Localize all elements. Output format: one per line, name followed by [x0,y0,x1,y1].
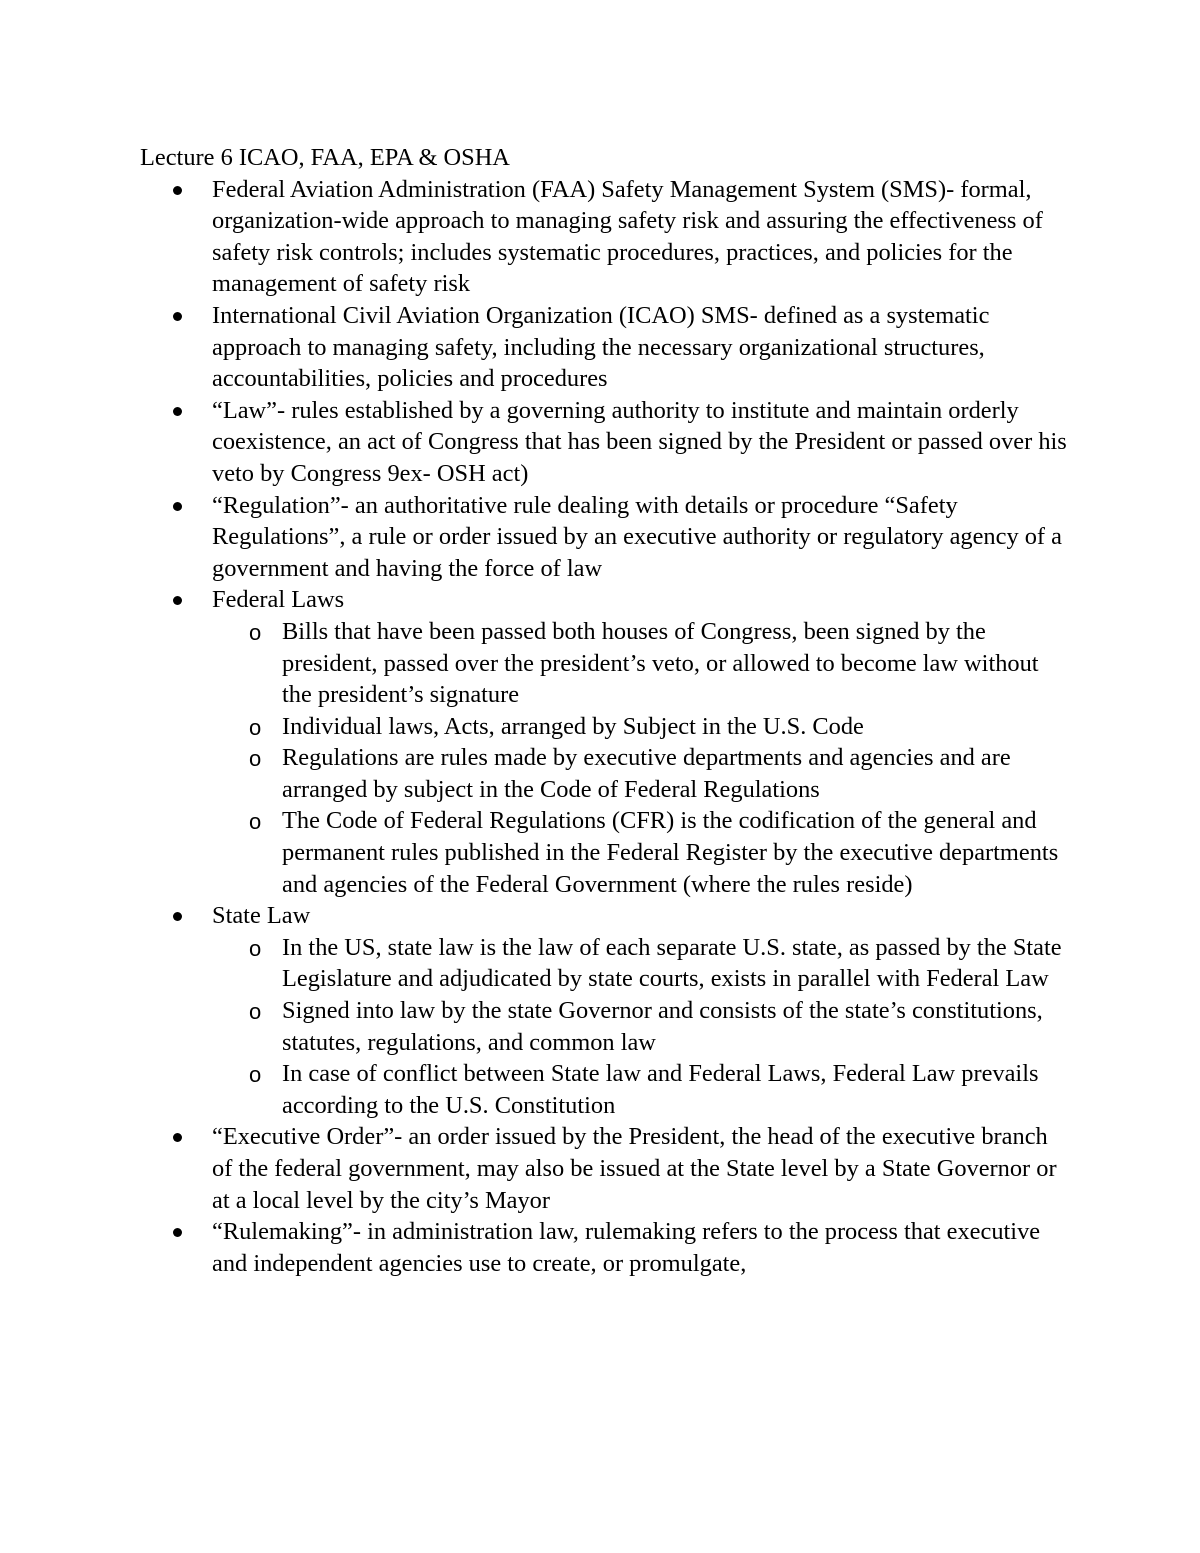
bullet-icon [173,407,182,416]
sub-list [212,932,1070,1122]
list-item-text: “Executive Order”- an order issued by the President, the head of the executive branch of the federal government, may also be issued at the State level by a State Governor or at a local level by the city’s Mayor [212,1123,1057,1214]
list-item [140,490,1070,585]
circle-bullet-icon: o [249,714,262,740]
bullet-icon [173,1228,182,1237]
list-item-text: “Law”- rules established by a governing authority to institute and maintain orderly coexistence, an act of Congress that has been signed by the President or passed over his veto by Congress 9ex- OSH act) [212,396,1067,487]
sub-item-text: Individual laws, Acts, arranged by Subject in the U.S. Code [282,712,864,740]
sub-list-item [212,995,1070,1058]
sub-item-text: Bills that have been passed both houses of Congress, been signed by the president, passed over the president’s veto, or allowed to become law without the president’s signature [282,617,1039,709]
bullet-icon [173,502,182,511]
sub-list-item [212,1058,1070,1121]
list-item [140,900,1070,1121]
sub-item-text: In the US, state law is the law of each separate U.S. state, as passed by the State Legislature and adjudicated by state courts, exists in parallel with Federal Law [282,933,1062,993]
list-item [140,174,1070,300]
bullet-icon [173,312,182,321]
list-item-text: “Regulation”- an authoritative rule dealing with details or procedure “Safety Regulations”, a rule or order issued by an executive authority or regulatory agency of a government and having the force of law [212,491,1062,582]
sub-list [212,616,1070,900]
sub-list-item [212,711,1070,743]
circle-bullet-icon: o [249,999,262,1025]
circle-bullet-icon: o [249,746,262,772]
bullet-icon [173,186,182,195]
bullet-icon [173,596,182,605]
list-item-text: “Rulemaking”- in administration law, rulemaking refers to the process that executive and independent agencies use to create, or promulgate, [212,1218,1041,1277]
circle-bullet-icon: o [249,935,262,961]
document-title: Lecture 6 ICAO, FAA, EPA & OSHA [140,144,510,171]
circle-bullet-icon: o [249,809,262,835]
sub-list-item [212,616,1070,711]
circle-bullet-icon: o [249,619,262,645]
list-item-text: Federal Aviation Administration (FAA) Safety Management System (SMS)- formal, organization-wide approach to managing safety risk and assuring the effectiveness of safety risk controls; includes systematic procedures, practices, and policies for the management of safety risk [212,175,1043,298]
document-body [140,142,1070,1279]
list-item-text: International Civil Aviation Organization (ICAO) SMS- defined as a systematic approach to managing safety, including the necessary organizational structures, accountabilities, policies and procedures [212,301,990,393]
list-item [140,1216,1070,1279]
sub-list-item [212,742,1070,805]
sub-item-text: Regulations are rules made by executive departments and agencies and are arranged by subject in the Code of Federal Regulations [282,744,1011,803]
list-item-text: Federal Laws [212,586,345,614]
bullet-icon [173,1133,182,1142]
list-item [140,395,1070,490]
sub-item-text: The Code of Federal Regulations (CFR) is the codification of the general and permanent rules published in the Federal Register by the executive departments and agencies of the Federal Government (where the rules reside) [282,807,1059,898]
list-item-text: State Law [212,902,311,930]
sub-list-item [212,805,1070,900]
circle-bullet-icon: o [249,1062,262,1088]
sub-item-text: In case of conflict between State law and Federal Laws, Federal Law prevails according to the U.S. Constitution [282,1060,1039,1119]
sub-list-item [212,932,1070,995]
sub-item-text: Signed into law by the state Governor and consists of the state’s constitutions, statutes, regulations, and common law [282,997,1043,1056]
bullet-list [140,174,1070,1280]
list-item [140,300,1070,395]
list-item [140,584,1070,900]
list-item [140,1121,1070,1216]
bullet-icon [173,912,182,921]
